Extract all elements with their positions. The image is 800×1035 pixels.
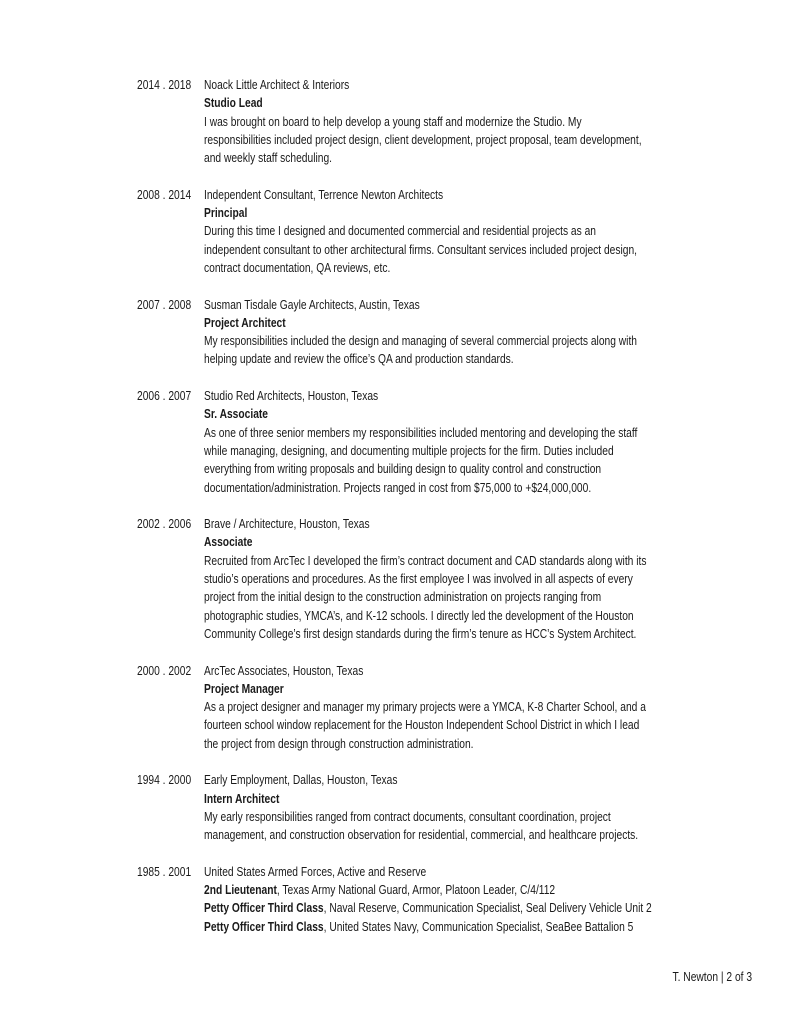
entry-description-line: documentation/administration. Projects ranged in cost from $75,000 to +$24,000,000.: [204, 480, 592, 495]
entry-description-line: Recruited from ArcTec I developed the firm’s contract document and CAD standards along with its: [204, 553, 647, 568]
entry-title: Project Architect: [204, 315, 286, 330]
entry-description-line: studio’s operations and procedures. As the first employee I was involved in all aspects of every: [204, 572, 633, 587]
entry-title: Intern Architect: [204, 791, 280, 806]
resume-experience: [137, 76, 777, 954]
entry-description-line: management, and construction observation for residential, commercial, and healthcare projects.: [204, 828, 639, 843]
entry-company: Early Employment, Dallas, Houston, Texas: [204, 773, 398, 788]
entry-description-line: As one of three senior members my responsibilities included mentoring and developing the staff: [204, 425, 638, 440]
rank-detail: , Texas Army National Guard, Armor, Platoon Leader, C/4/112: [276, 883, 556, 898]
entry-content: [204, 76, 778, 167]
entry-description-line: My responsibilities included the design and managing of several commercial projects along with: [204, 334, 638, 349]
page-footer: T. Newton | 2 of 3: [672, 970, 752, 984]
rank-title: Petty Officer Third Class: [204, 919, 324, 934]
entry-description-line: As a project designer and manager my primary projects were a YMCA, K-8 Charter School, and a: [204, 700, 646, 715]
entry-company: United States Armed Forces, Active and Reserve: [204, 864, 427, 879]
experience-entry: [137, 515, 777, 643]
experience-entry: [137, 186, 777, 277]
entry-description-line: the project from design through construction administration.: [204, 736, 474, 751]
entry-description-line: My early responsibilities ranged from contract documents, consultant coordination, project: [204, 809, 611, 824]
entry-dates: 2008 . 2014: [137, 187, 192, 202]
experience-entry: [137, 296, 777, 369]
entry-description-line: helping update and review the office’s QA and production standards.: [204, 352, 514, 367]
entry-dates: 2014 . 2018: [137, 78, 192, 92]
entry-company: Noack Little Architect & Interiors: [204, 78, 350, 92]
entry-description-line: contract documentation, QA reviews, etc.: [204, 260, 391, 275]
military-rank-line: [204, 899, 778, 917]
entry-dates: 2006 . 2007: [137, 389, 192, 404]
experience-entry: [137, 387, 777, 497]
entry-dates: 2007 . 2008: [137, 297, 192, 312]
entry-content: [204, 515, 778, 643]
entry-company: Studio Red Architects, Houston, Texas: [204, 389, 379, 404]
entry-title: Project Manager: [204, 681, 284, 696]
entry-title: Sr. Associate: [204, 407, 269, 422]
military-rank-line: [204, 918, 778, 936]
entry-description-line: I was brought on board to help develop a young staff and modernize the Studio. My: [204, 114, 582, 129]
entry-content: [204, 387, 778, 497]
rank-detail: , Naval Reserve, Communication Specialist, Seal Delivery Vehicle Unit 2: [323, 901, 652, 916]
military-rank-line: [204, 881, 778, 899]
military-entry: [137, 863, 777, 936]
entry-company: ArcTec Associates, Houston, Texas: [204, 663, 364, 678]
entry-title: Studio Lead: [204, 96, 263, 111]
experience-entry: [137, 662, 777, 753]
entry-company: Brave / Architecture, Houston, Texas: [204, 517, 370, 532]
entry-content: [204, 662, 778, 753]
entry-title: Principal: [204, 206, 248, 221]
rank-title: 2nd Lieutenant: [204, 883, 277, 898]
entry-description-line: and weekly staff scheduling.: [204, 151, 333, 166]
entry-description-line: Community College’s first design standards during the firm’s tenure as HCC’s System Architect.: [204, 626, 637, 641]
entry-company: Independent Consultant, Terrence Newton Architects: [204, 187, 444, 202]
entry-dates: 2002 . 2006: [137, 517, 192, 532]
experience-entry: [137, 76, 777, 167]
entry-dates: 1994 . 2000: [137, 773, 192, 788]
entry-content: [204, 296, 778, 369]
entry-dates: 1985 . 2001: [137, 864, 192, 879]
entry-content: [204, 186, 778, 277]
rank-detail: , United States Navy, Communication Specialist, SeaBee Battalion 5: [323, 919, 634, 934]
entry-description-line: photographic studies, YMCA’s, and K-12 schools. I directly led the development of the Houston: [204, 608, 634, 623]
entry-description-line: independent consultant to other architectural firms. Consultant services included project design,: [204, 242, 638, 257]
entry-description-line: During this time I designed and documented commercial and residential projects as an: [204, 224, 596, 239]
entry-dates: 2000 . 2002: [137, 663, 192, 678]
entry-content: [204, 771, 778, 844]
entry-description-line: while managing, designing, and documenting multiple projects for the firm. Duties included: [204, 443, 614, 458]
entry-description-line: responsibilities included project design, client development, project proposal, team development,: [204, 132, 642, 147]
entry-description-line: everything from writing proposals and building design to quality control and construction: [204, 462, 602, 477]
rank-title: Petty Officer Third Class: [204, 901, 324, 916]
entry-content: [204, 863, 778, 936]
experience-entry: [137, 771, 777, 844]
entry-description-line: fourteen school window replacement for the Houston Independent School District in which I lead: [204, 718, 640, 733]
entry-description-line: project from the initial design to the construction administration on projects ranging from: [204, 590, 602, 605]
entry-title: Associate: [204, 535, 253, 550]
entry-company: Susman Tisdale Gayle Architects, Austin, Texas: [204, 297, 420, 312]
